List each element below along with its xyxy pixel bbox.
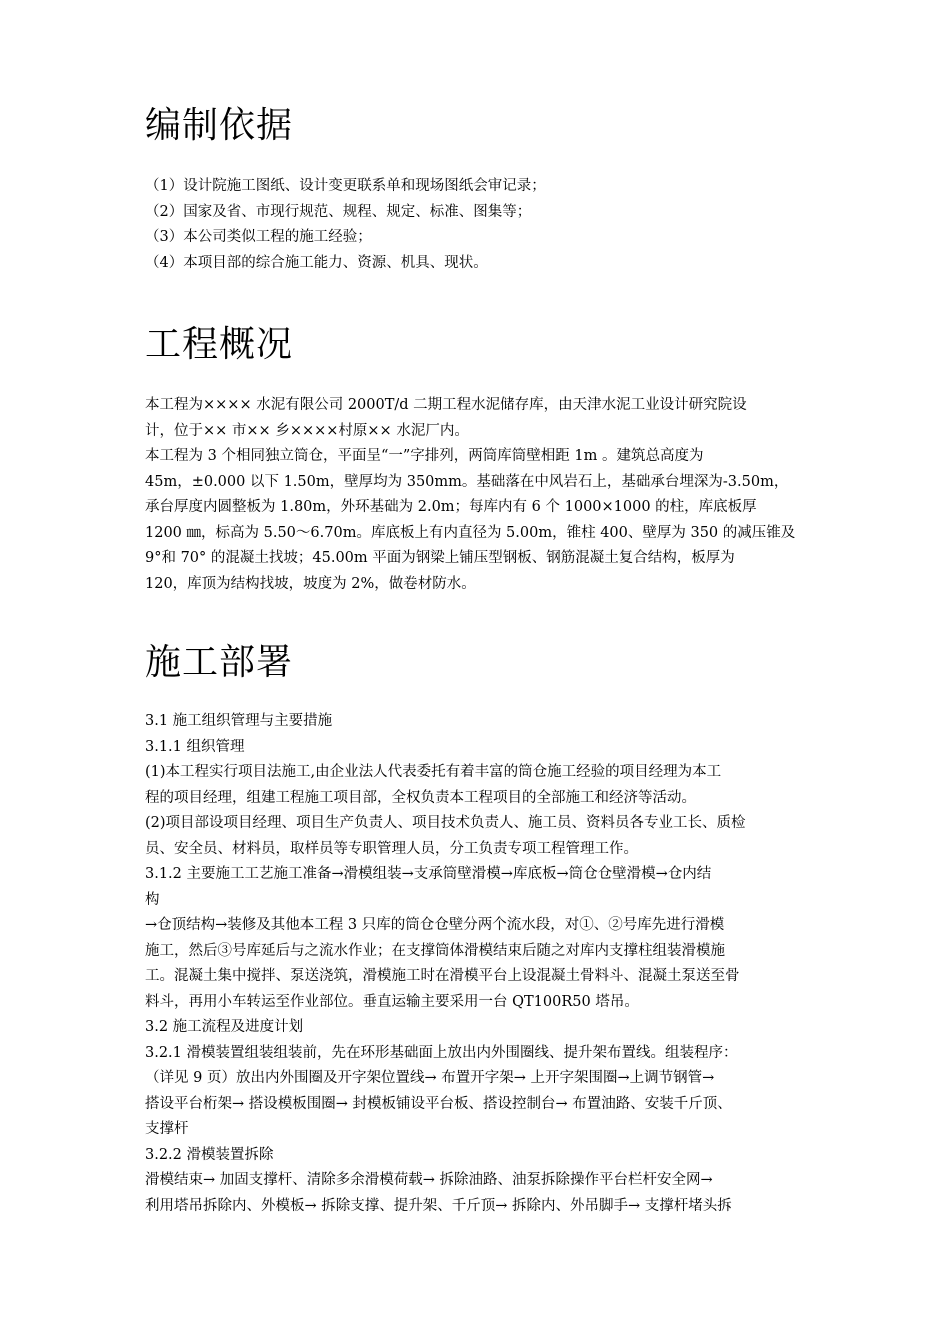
paragraph-line: 45m，±0.000 以下 1.50m，壁厚均为 350mm。基础落在中风岩石上，基础承台埋深为-3.50m，: [145, 473, 789, 490]
paragraph-line: 3.1 施工组织管理与主要措施: [145, 713, 333, 729]
paragraph-line: （2）国家及省、市现行规范、规程、规定、标准、图集等；: [145, 203, 532, 220]
paragraph-line: 1200 ㎜，标高为 5.50～6.70m。库底板上有内直径为 5.00m，锥柱 400、壁厚为 350 的减压锥及: [145, 524, 796, 541]
paragraph-line: 本工程为×××× 水泥有限公司 2000T/d 二期工程水泥储存库，由天津水泥工业设计研究院设: [145, 397, 747, 413]
section-body-overview: [145, 393, 807, 597]
paragraph-line: →仓顶结构→装修及其他本工程 3 只库的筒仓仓壁分两个流水段，对①、②号库先进行滑模: [145, 917, 725, 933]
paragraph-line: 料斗，再用小车转运至作业部位。垂直运输主要采用一台 QT100R50 塔吊。: [145, 993, 639, 1010]
paragraph-line: 3.2.2 滑模装置拆除: [145, 1146, 274, 1163]
section-title-overview: 工程概况: [145, 324, 294, 365]
paragraph-line: （3）本公司类似工程的施工经验；: [145, 229, 372, 245]
paragraph-line: 利用塔吊拆除内、外模板→ 拆除支撑、提升架、千斤顶→ 拆除内、外吊脚手→ 支撑杆堵头拆: [145, 1197, 732, 1214]
section-title-basis: 编制依据: [145, 105, 294, 146]
paragraph-line: （4）本项目部的综合施工能力、资源、机具、现状。: [145, 254, 488, 271]
section-body-deployment: [145, 709, 807, 1219]
paragraph-line: 支撑杆: [145, 1121, 189, 1137]
section-title-deployment: 施工部署: [145, 642, 294, 683]
paragraph-line: 滑模结束→ 加固支撑杆、清除多余滑模荷载→ 拆除油路、油泵拆除操作平台栏杆安全网→: [145, 1172, 713, 1188]
paragraph-line: 构: [145, 891, 160, 908]
paragraph-line: 3.2 施工流程及进度计划: [145, 1019, 304, 1035]
paragraph-line: 本工程为 3 个相同独立筒仓，平面呈“一”字排列，两筒库筒壁相距 1m 。建筑总高度为: [145, 448, 704, 464]
paragraph-line: 3.1.1 组织管理: [145, 738, 245, 755]
paragraph-line: 施工，然后③号库延后与之流水作业；在支撑筒体滑模结束后随之对库内支撑柱组装滑模施: [145, 942, 725, 959]
paragraph-line: 工。混凝土集中搅拌、泵送浇筑，滑模施工时在滑模平台上设混凝土骨料斗、混凝土泵送至骨: [145, 968, 740, 984]
paragraph-line: 承台厚度内圆整板为 1.80m，外环基础为 2.0m；每库内有 6 个 1000×1000 的柱，库底板厚: [145, 499, 757, 515]
paragraph-line: 3.2.1 滑模装置组装组装前，先在环形基础面上放出内外围圈线、提升架布置线。组装程序：: [145, 1044, 738, 1061]
paragraph-line: 120，库顶为结构找坡，坡度为 2%，做卷材防水。: [145, 575, 476, 592]
paragraph-line: (2)项目部设项目经理、项目生产负责人、项目技术负责人、施工员、资料员各专业工长、质检: [145, 815, 746, 831]
paragraph-line: (1)本工程实行项目法施工,由企业法人代表委托有着丰富的筒仓施工经验的项目经理为本工: [145, 764, 722, 780]
paragraph-line: 9°和 70° 的混凝土找坡；45.00m 平面为钢梁上铺压型钢板、钢筋混凝土复合结构，板厚为: [145, 550, 735, 566]
paragraph-line: 员、安全员、材料员，取样员等专职管理人员，分工负责专项工程管理工作。: [145, 840, 638, 857]
paragraph-line: 3.1.2 主要施工工艺施工准备→滑模组装→支承筒壁滑模→库底板→筒仓仓壁滑模→仓内结: [145, 866, 712, 882]
section-body-basis: [145, 174, 807, 276]
paragraph-line: 程的项目经理，组建工程施工项目部，全权负责本工程项目的全部施工和经济等活动。: [145, 789, 696, 806]
paragraph-line: 计，位于×× 市×× 乡××××村原×× 水泥厂内。: [145, 422, 469, 439]
paragraph-line: （详见 9 页）放出内外围圈及开字架位置线→ 布置开字架→ 上开字架围圈→上调节钢管→: [145, 1070, 715, 1086]
paragraph-line: 搭设平台桁架→ 搭设模板围圈→ 封模板铺设平台板、搭设控制台→ 布置油路、安装千斤顶、: [145, 1095, 732, 1112]
paragraph-line: （1）设计院施工图纸、设计变更联系单和现场图纸会审记录；: [145, 178, 546, 194]
